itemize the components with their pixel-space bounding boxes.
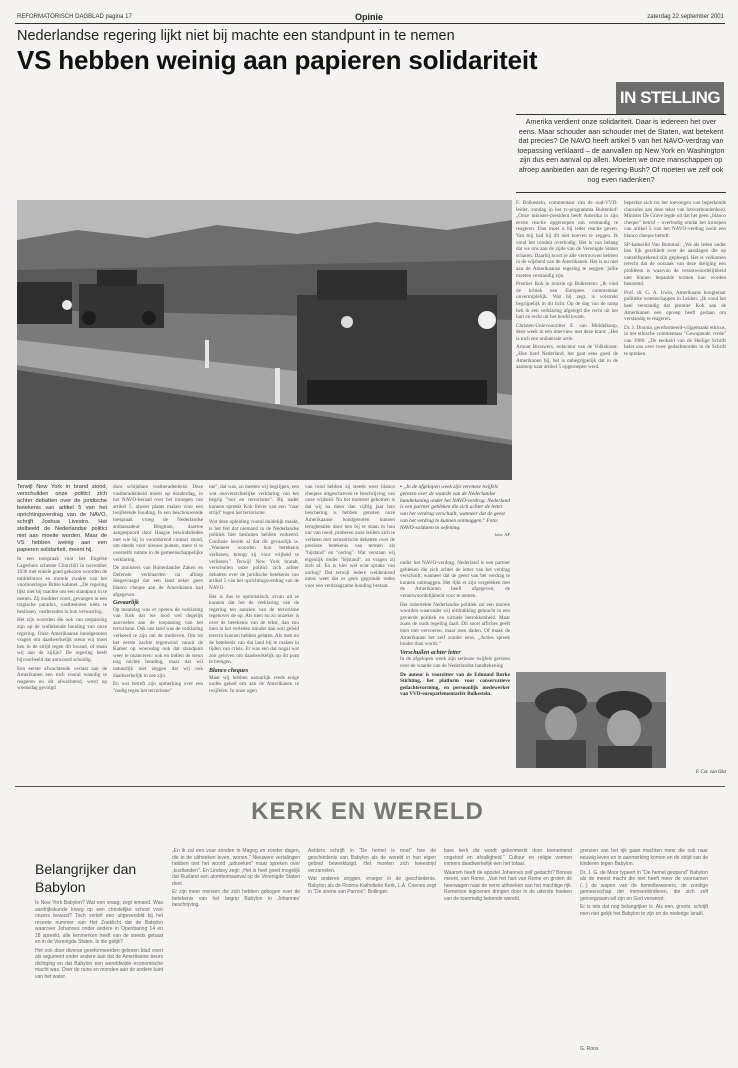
quote-paragraph: Christen-Unievoorzitter E. van Middelkoop, deze week in een interview met deze krant: „Het is toch een unilaterale actie. bbox=[516, 322, 618, 342]
in-stelling-stamp: IN STELLING bbox=[616, 82, 724, 114]
paragraph: bare kerk die wordt gekenmerkt door toenemend ongeloof en afvalligheid." Cultuur en religie vormen immers daadwerkelijk een het totaal. bbox=[444, 848, 572, 867]
article-column-3 bbox=[209, 484, 299, 789]
paragraph: Waarom heeft de apostel Johannes zelf gedacht? Boreas meent, van Rome. „Van het hart van Rome en groten de heerwagen naar de verre uithoeken van het machtige rijk. Romeinse legioenen dringen door in de uiterste hoeken van de toenmalig bekende wereld. bbox=[444, 869, 572, 902]
paragraph: Het is dus te optimistisch, ervan uit te kunnen dat het de verklaring van de regering ten aanzien van de terrorisme tegenover de op. Als men nu zo onzeker is over de betekenis van de tekst, dan zou men in het verleden minder dan ooit geleid terecht kunnen hebben gelaten. Als men nu de betekenis van dat land bij te maken in tijden van crisis. Er was een dat nogal wat zou geloven om daadwerkelijk op dit punt te brengen. bbox=[209, 593, 299, 666]
paragraph: In een toespraak voor het Engelse Lagerhuis schetste Churchill in november 1936 met enkele goed gekozen woorden de middelmoot en morele zwakte van het voornoorlogse Britse kabinet. „De regering lijkt niet bij machte om een standpunt in te nemen. Zij moddert voort, gevangen in een tragische paradox, vastbesloten niets te beslissen, vastberaden in hun verwarring. bbox=[17, 556, 107, 615]
quote-paragraph: F. Bolkestein, commentaar van de oud-VVD-leider, zondag in het tv-programma Buitenhof: „Onze minister-president heeft Amerika in zijn eerste reactie opgeroepen om verstandig te reageren. Dan moet u bij ieder reactie geven. Van mij had hij dit niet hoeven te zeggen. Ik vond het ronduit overbodig. Het is van belang dat we ons aan de zijde van de Verenigde Staten scharen. Daarbij hoort je alle vertrouwen hebben in de wijsheid van de Amerikanen. Het is nu niet aan de Amerikaanse regering te zeggen: jullie moeten verstandig zijn. bbox=[516, 200, 618, 279]
kerk-column-3 bbox=[308, 848, 436, 1055]
paragraph: In de afgelopen week zijn serieuze twijfels gerezen over de waarde van de Nederlandse handtekening bbox=[400, 656, 510, 669]
article-column-4 bbox=[305, 484, 395, 789]
military-vehicles-photo bbox=[17, 200, 512, 480]
paragraph: van rond hebben zij steeds weer blanco cheques uitgeschreven te beschrijving van onze vrijheid. Na het moment gekomen is dat wij na meer dan vijftig jaar hun beschering is hebben genoten onze Amerikaanse bondgenoten kunnen terugbetalen door hen bij te staan in hun uur van nood, proberen onze leiders zich te verlaten met semantische debatten over de precieze betekenis van termen als "bijstand" en "oorlog". Wat verstaan wij eigenlijk onder "bijstand", zo vragen zij zich af. En is hier wel echt sprake van oorlog? Dat terwijl iedere weldenkend mens weet dat er geen gegronde reden voor een verdraagzame houding bestaat. bbox=[305, 484, 395, 589]
paragraph: Dr. J. G. de Moor typeert in "De hemel geopend" Babylon als de meest macht die niet heeft meer de voornamen (...) de wapen van de hemelbewoners, de zondige gemeenschap der mensenkinderen, die zich zelf genoegzaam wil zijn en God verwerpt. bbox=[580, 869, 708, 902]
soldiers-photo bbox=[516, 672, 666, 768]
article-headline: VS hebben weinig aan papieren solidariteit bbox=[17, 45, 538, 75]
issue-date: zaterdag 22 september 2001 bbox=[647, 14, 724, 20]
subheading-gevaarlijk: Gevaarlijk bbox=[113, 600, 139, 607]
paragraph: me", dat was, zo meeten wij begrijpen, een wat onoverzichtelijke verklaring van het begrip "oor en terrorisme". Bij nader kunnen spreekt Kok liever van een "naar strijd" tegen het terrorisme. bbox=[209, 484, 299, 517]
paragraph: Is New York Babylon? Wat een vraag, zegt iemand. Was aardrijkskunde kreeg op een christelijke school voor onzers bewust? Toch vertelt een uitgeversbld bij het recente nummer van Het Zoeklicht dat de Babylon waarover Johannes onder andere in Openbaring 14 en 18 spreekt, alle kenmerken heeft van de steeds gehaat en in de Verenigde Staten. Is die gelijk? bbox=[35, 900, 163, 945]
kerk-column-1 bbox=[35, 900, 163, 1055]
paragraph: door schijnbare vastberadenheid. Deze vastberadenheid moest op donderdag, in het NAVO-beraad over het inroepen van artikel 5, alweer plaats maken voor een twijfelende houding. In een beschouwende toespraak vroeg de Nederlandse ambassadeur Bingman, daartoe aangespoord door Haagse bewindslieden met wie hij in voortdurend contact stond, om steeds voor nieuwe punten, meer ti ss overzelfs ruimte in de gemeenschappelijke verklaring. bbox=[113, 484, 203, 563]
kerk-column-4 bbox=[444, 848, 572, 1055]
kerk-subheadline: Belangrijker dan Babylon bbox=[35, 861, 137, 895]
lede-rule-bottom bbox=[516, 192, 726, 193]
photo-caption-box bbox=[400, 484, 510, 538]
kerk-column-5 bbox=[580, 848, 708, 1043]
paragraph: Het onbetrekte Nederlandse politiek zal een morele woorden waaronder wij uitdrukking gebracht in een gevierde politiek en virtuele betrokkenheid. Maar zoals de ouds regeling faalt. Dit soort affiches geeft men niet vervoeren, maar men daden. Of maak de Amerikanen het zelf zonder eens. „Acties spreek louder than words." bbox=[400, 601, 510, 648]
author-note: De auteur is voorzitter van de Edmund Burke Stichting, het platform voor conservatieve gedachtevorming, en persoonlijk medewerker van VVD-europarlementariër Bolkestein. bbox=[400, 671, 510, 698]
article-lede: Amerika verdient onze solidariteit. Daar is iedereen het over eens. Maar schouder aan schouder met de Staten, wat betekent dat precies? De NAVO heeft artikel 5 van het NAVO-verdrag van toepassing verklaard – de aanvallen op New York en Washington zijn dus een aanval op allen. Moeten we onze manschappen op afroep aanbieden aan de regering-Bush? Of moeten we zelf ook nog even nadenken? bbox=[517, 117, 725, 184]
kerk-en-wereld-banner: KERK EN WERELD bbox=[251, 798, 484, 825]
section-title: Opinie bbox=[354, 12, 383, 22]
signature: G. Roos bbox=[580, 1046, 599, 1052]
article-column-1 bbox=[17, 484, 107, 789]
subheading-verschuilen: Verschuilen achter letter bbox=[400, 649, 461, 656]
paragraph: En wat betreft zijn opmerking over een "nodig tegen het terrorisme" bbox=[113, 681, 203, 694]
paragraph: Er is iets dat nog belangrijker is. Als een, groots, schrijft men niet gelijk het Babylon te zijn en de nederige Israël. bbox=[580, 904, 708, 917]
quotes-column-1 bbox=[516, 200, 618, 670]
paragraph: Op maandag was er opeens de verklaring van Kok dat we lood wel degelijk aanvoelen aan de toepassing van het terrorisme. Ook ons land was de verklaring verkeerd te zijn om de motieven. Om tot het eerste zachte tegenwind vanuit de Kamer op woensdag ook dat standpunt weer te nuanceren: ook en indien de steun nog nóchte houding, maar dat wil natuurlijk niet zeggen dat wij ook daadwerkelijk in zee zijn. bbox=[113, 606, 203, 679]
newspaper-name: REFORMATORISCH DAGBLAD pagina 17 bbox=[17, 14, 132, 20]
soldiers-photo-credit: F. Cor. van Olst bbox=[695, 770, 726, 775]
article-kicker: Nederlandse regering lijkt niet bij machte een standpunt in te nemen bbox=[17, 28, 455, 44]
paragraph: grenzen van het rijk gaan machten meer die ook naar eeuwig leven en in aanmerking komen en de strijd van de kinderen tegen Babylon. bbox=[580, 848, 708, 867]
quotes-column-2 bbox=[624, 200, 726, 670]
paragraph: Er zijn meer mensen die zich hebben gebogen over de betekenis van het begrip Babylon in Johannes' beschrijving. bbox=[172, 889, 300, 908]
quote-paragraph: Dr. J. Douma, gereformeerd-vrijgemaakt ethicus, in het ethische commentaar "Gewapende vrede" van 1986: „De eenheid van de Heilige Schrift belet ons over twee gedachteordes in de Schrift te spreken. bbox=[624, 324, 726, 358]
paragraph: Het zijn woorden die ook van toepassing zijn op de wollekende houding van onze regering. Onze Amerikaanse bondgenoten vragen om daadwerkelijk steun wij moet hen in de strijd tegen dit kwaad, of staan wij aan de zijlijn? De regering heeft bijvoorbeeld dat antwoord schuldig. bbox=[17, 617, 107, 663]
article-column-2 bbox=[113, 484, 203, 789]
header-rule bbox=[15, 23, 725, 24]
paragraph: Een eerste afwachtende verrast aan de Amerikanen een toch vooral waardig te reageren en dit afwachtend, word op woensdag gevolgd bbox=[17, 665, 107, 692]
lede-rule bbox=[516, 114, 726, 115]
paragraph: Terwijl New York in brand stond, verschuilden onze politici zich achter debatten over de juridische betekenis van artikel 5 van het oprichtingsverdrag van de NAVO, schrijft Joshua Livestro. Het stelbeeld de Nederlandse politici niet aan moeite worden. Maar de VS hebben weinig aan een papieren solidariteit, meent hij. bbox=[17, 484, 107, 553]
photo-caption: ▪ „In de afgelopen week zijn vereneze twijfels gerezen over de waarde van de Nederlandse handtekening onder het NAVO-verdrag. Nederland is een partner gebleken die zich achter de letter van het verdrag verschuilt, wanneer dat de geest van het verdrag te kunnen ontmaggen." Foto: NAVO-soldaten in oefening. bbox=[400, 484, 511, 531]
article-column-5 bbox=[400, 560, 510, 785]
quote-paragraph: SP-kamerlid Van Bommel: „We als leden onder hen lijk geschiedt over de aanslagen die op vanzelfsprekend zijn gepleegd. Het is volkomen terecht dat de oorzaak van deze dreiging een probleem is waarvan de verantwoordelijkheid niet binnen bepaalde termen kan worden benoemd. bbox=[624, 241, 726, 288]
kerk-column-2 bbox=[172, 848, 300, 1055]
paragraph: onder het NAVO-verdrag. Nederland is een partner gebleken die zich achter de letter van het verdrag verschuilt, wanneer dat de geest van het verdrag te kunnen ontmaggen. Het lijkt er zijn vergeleken met de Amerikanen heeft afgegeven; de verantwoordelijkheid voor te nemen. bbox=[400, 560, 510, 599]
subheading-blanco-cheques: Blanco cheques bbox=[209, 668, 249, 675]
paragraph: Aelders schrijft in "De hemel is rood" hoe de geschiedenis van Babylon als de wereld in hun eigen gebied bewerktuigd. Het moeten zich tweestrijd verzamelen. bbox=[308, 848, 436, 874]
quote-paragraph: Arnout Brouwers, redacteur van de Volkskrant: „Hoe hard Nederland, het gaat eens goed de Amerikanen bij, het is onbegrijpelijk dat in de aanloop naar artikel 5 opgeroepen werd. bbox=[516, 344, 618, 371]
paragraph: Wat deze opleiding vooral duidelijk maakt, is het feit dat niemand in de Nederlandse politiek hier besluiten hebben verkeerd. Confusie leerde al dat dit gevaarlijk is. „Wanneer woorden hun betekenis verliezen, brengt zij voor vrijheid te verliezen." Terwijl New York brandt, verschuilen onze politici zich achter debatten over de juridische betekenis van artikel 5 van het oprichtingsverdrag van de NAVO. bbox=[209, 518, 299, 591]
paragraph: Wat anderen zeggen, vroeger in de geschiedenis. Babylon als de Rooms-Katholieke Kerk, L.A. Coenes zegt in "De sirene van Parnos": Bollinger. bbox=[308, 876, 436, 895]
paragraph: „En ik zal een vuur zenden in Magog en zonder dagen, die in de uithoeken leven, wonen." Nieuwere vertalingen hebben niet het woord „uithoeken" maar spreken over „kustlanden". En Lindsey zegt: „Het is heel goed mogelijk dat Rusland een atombomaanval op de Verenigde Staten doet. bbox=[172, 848, 300, 887]
paragraph: Maar wij hebben natuurlijk reeds enige nodes gehad om aan de Amerikanen te twijfelen. In onze ogen bbox=[209, 674, 299, 694]
quote-paragraph: beperkte zich tot het toevoegen van beperkende clausules aan deze tekst van lotsverbondenheid. Minister De Grave legde uit dat het geen „blanco cheque" betrof – overbodig omdat het inroepen van artikel 5 van het NAVO-verdrag nooit een blanco cheque betreft. bbox=[624, 200, 726, 239]
quote-paragraph: Premier Kok in reactie op Bolkestein: „Ik vind de kritiek een Europees commentaar onvermijdelijk. Wat hij zegt, is volstrekt begrijpelijk in dit licht. Op de dag van de ramp heb ik een verklaring afgelegd die recht uit het hart en recht uit het hoofd kwam. bbox=[516, 281, 618, 321]
section-divider bbox=[15, 786, 725, 787]
photo-credit: foto: AP bbox=[494, 531, 510, 537]
quote-paragraph: Prof. dr. G. A. Irwin, Amerikaans hoogleraar politieke wetenschappen in Leiden: „Ik vond het heel verstandig dat premier Kok aan de Amerikanen een oproep heeft gedaan om verstandig te reageren. bbox=[624, 289, 726, 323]
paragraph: De ministers van Buitenlandse Zaken en Defensie verklaarden na afloop desgevraagd dat een land zeker geen blanco cheque aan de Amerikanen had afgegeven. bbox=[113, 565, 203, 598]
paragraph: Het ook door diverse gereformeerden gelezen blad voert als argument onder andere aan dat de Amerikanse beurs dichtging en dat Babylon een wereldwijde economische macht was. Over de ruins en monden aan de andere kant van het water. bbox=[35, 947, 163, 980]
